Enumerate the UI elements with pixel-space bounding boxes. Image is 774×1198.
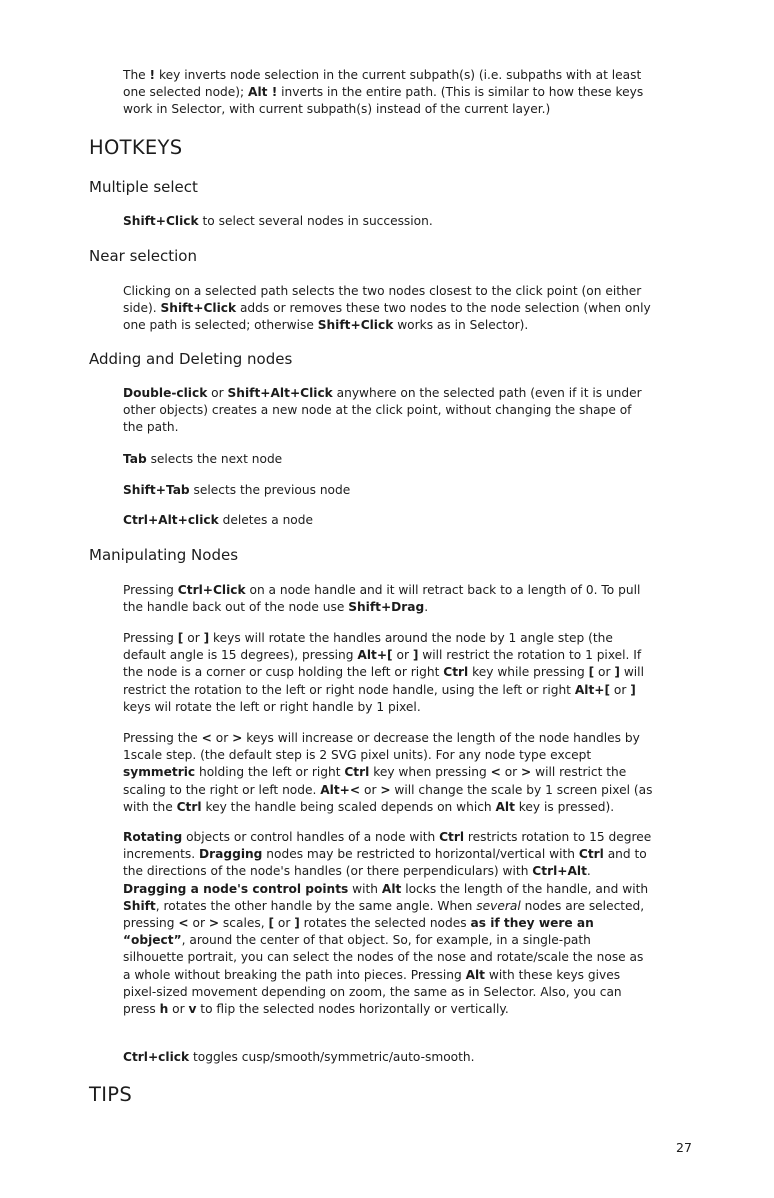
text-run: will restrict the scaling to the right or left node. <box>123 765 627 797</box>
text-run: restricts rotation to 15 degree increments. <box>123 830 652 862</box>
text-run: Alt <box>381 881 402 896</box>
multiple-select-heading: Multiple select <box>89 178 198 196</box>
hotkeys-heading: HOTKEYS <box>89 136 183 159</box>
text-run: or <box>207 386 228 400</box>
intro-paragraph <box>123 67 653 119</box>
text-run: v <box>188 1002 197 1017</box>
text-run: Tab <box>123 452 147 466</box>
delete-node-paragraph <box>123 512 653 529</box>
text-run: on a node handle and it will retract back to a length of 0. To pull the handle back out of the node use <box>123 583 641 615</box>
text-run: or <box>610 682 631 697</box>
text-run: > <box>380 782 391 797</box>
text-run: or <box>392 648 413 663</box>
text-run: > <box>232 731 243 745</box>
text-run: will change the scale by 1 screen pixel (as with the <box>123 782 653 814</box>
text-run: with these keys gives pixel-sized movement depending on zoom, the same as in Selector. Also, you can press <box>123 967 622 1017</box>
text-run: works as in Selector). <box>393 318 529 333</box>
text-run: Shift+Click <box>160 301 237 316</box>
text-run: symmetric <box>123 765 196 780</box>
text-run: < <box>201 731 212 745</box>
text-run: Ctrl+Alt+click <box>123 513 219 527</box>
text-run: [ <box>177 631 184 645</box>
text-run: locks the length of the handle, and with <box>401 881 649 896</box>
text-run: > <box>208 916 220 931</box>
multiple-select-paragraph <box>123 213 653 230</box>
text-run: Pressing the <box>123 731 202 745</box>
text-run: ] <box>630 682 636 697</box>
text-run: ] <box>412 648 419 663</box>
text-run: h <box>159 1002 169 1017</box>
text-run: [ <box>268 916 275 931</box>
text-run: Alt+[ <box>357 648 393 663</box>
text-run: rotates the selected nodes <box>299 916 471 931</box>
text-run: adds or removes these two nodes to the node selection (when only one path is selected; otherwise <box>123 301 651 333</box>
text-run: Double-click <box>123 386 208 400</box>
text-run: anywhere on the selected path (even if it is under other objects) creates a new node at the click point, without changing the shape of the path. <box>123 386 642 435</box>
text-run: Ctrl <box>578 847 604 862</box>
text-run: or <box>183 631 204 645</box>
adding-paragraph <box>123 385 653 437</box>
text-run: Pressing <box>123 583 178 597</box>
text-run: Shift+Tab <box>123 483 190 497</box>
page-number: 27 <box>676 1140 692 1155</box>
tab-paragraph <box>123 451 653 468</box>
text-run: with <box>348 881 382 896</box>
text-run: will restrict the rotation to 1 pixel. If the node is a corner or cusp holding the left or right <box>123 648 642 680</box>
text-run: toggles cusp/smooth/symmetric/auto-smooth. <box>189 1050 475 1064</box>
text-run: key the handle being scaled depends on which <box>201 799 496 814</box>
text-run: Alt+[ <box>574 682 611 697</box>
text-run: Shift <box>123 898 156 913</box>
text-run: Dragging <box>199 847 263 862</box>
text-run: Ctrl <box>176 799 202 814</box>
text-run: ! <box>149 68 156 82</box>
text-run: to select several nodes in succession. <box>198 214 433 228</box>
text-run: Ctrl <box>439 830 465 844</box>
text-run: or <box>211 731 233 745</box>
text-run: Alt <box>465 967 485 982</box>
text-run: key while pressing <box>468 665 589 680</box>
text-run: Ctrl <box>344 765 370 780</box>
text-run: ] <box>294 916 300 931</box>
text-run: Pressing <box>123 631 178 645</box>
text-run: < <box>490 765 501 780</box>
text-run: > <box>521 765 532 780</box>
text-run: Ctrl+Click <box>177 583 246 597</box>
text-run: key inverts node selection in the current subpath(s) (i.e. subpaths with at least one selected node); <box>123 68 642 100</box>
near-selection-paragraph <box>123 283 653 335</box>
text-run: keys will increase or decrease the length of the node handles by 1scale step. (the default step is 2 SVG pixel units). For any node type except <box>123 731 640 763</box>
manipulating-paragraph-3 <box>123 730 653 816</box>
text-run: Dragging a node's control points <box>123 881 349 896</box>
text-run: or <box>188 916 209 931</box>
text-run: key is pressed). <box>514 799 615 814</box>
text-run: selects the next node <box>146 452 283 466</box>
text-run: Ctrl+click <box>123 1050 190 1064</box>
text-run: Rotating <box>123 830 183 844</box>
text-run: to flip the selected nodes horizontally or vertically. <box>196 1002 509 1017</box>
text-run: The <box>123 68 150 82</box>
text-run: objects or control handles of a node with <box>182 830 440 844</box>
text-run: scales, <box>219 916 269 931</box>
text-run: as if they were an “object” <box>123 916 594 948</box>
text-run: [ <box>588 665 595 680</box>
manipulating-paragraph-5 <box>123 1049 653 1066</box>
text-run: key when pressing <box>369 765 491 780</box>
text-run: or <box>500 765 522 780</box>
tips-heading: TIPS <box>89 1083 132 1106</box>
text-run: holding the left or right <box>195 765 345 780</box>
text-run: several <box>476 898 521 913</box>
manipulating-paragraph-4 <box>123 829 653 1018</box>
text-run: < <box>178 916 189 931</box>
text-run: Ctrl <box>443 665 469 680</box>
text-run: , around the center of that object. So, for example, in a single-path silhouette portrait, you can select the nodes of the nose and rotate/scale the nose as a whole without breaking the path into pieces. Pressing <box>123 933 644 982</box>
text-run: Ctrl+Alt <box>532 864 587 879</box>
text-run: nodes may be restricted to horizontal/vertical with <box>262 847 579 862</box>
text-run: Shift+Click <box>317 318 394 333</box>
text-run: inverts in the entire path. (This is similar to how these keys work in Selector, with current subpath(s) instead of the current layer.) <box>123 85 644 117</box>
text-run: Shift+Alt+Click <box>227 386 333 400</box>
text-run: , rotates the other handle by the same angle. When <box>155 898 477 913</box>
text-run: Clicking on a selected path selects the two nodes closest to the click point (on either side). <box>123 284 642 316</box>
text-run: will restrict the rotation to the left or right node handle, using the left or right <box>123 665 644 697</box>
shift-tab-paragraph <box>123 482 653 499</box>
adding-deleting-heading: Adding and Deleting nodes <box>89 350 293 368</box>
text-run: Shift+Drag <box>348 600 425 615</box>
manipulating-nodes-heading: Manipulating Nodes <box>89 546 239 564</box>
text-run: . <box>586 864 591 879</box>
text-run: Alt ! <box>248 85 278 100</box>
text-run: Shift+Click <box>123 214 199 228</box>
text-run: keys wil rotate the left or right handle by 1 pixel. <box>123 699 421 714</box>
text-run: Alt+< <box>320 782 361 797</box>
text-run: or <box>594 665 615 680</box>
text-run: ] <box>203 631 210 645</box>
text-run: keys will rotate the handles around the node by 1 angle step (the default angle is 15 degrees), pressing <box>123 631 613 663</box>
text-run: ] <box>614 665 620 680</box>
text-run: or <box>168 1002 189 1017</box>
text-run: and to the directions of the node's handles (or there perpendiculars) with <box>123 847 647 879</box>
manipulating-paragraph-2 <box>123 630 653 716</box>
text-run: deletes a node <box>218 513 313 527</box>
text-run: selects the previous node <box>189 483 351 497</box>
text-run: or <box>360 782 381 797</box>
text-run: Alt <box>495 799 515 814</box>
text-run: . <box>424 600 429 615</box>
near-selection-heading: Near selection <box>89 247 197 265</box>
manipulating-paragraph-1 <box>123 582 653 616</box>
text-run: nodes are selected, pressing <box>123 898 645 931</box>
text-run: or <box>274 916 295 931</box>
